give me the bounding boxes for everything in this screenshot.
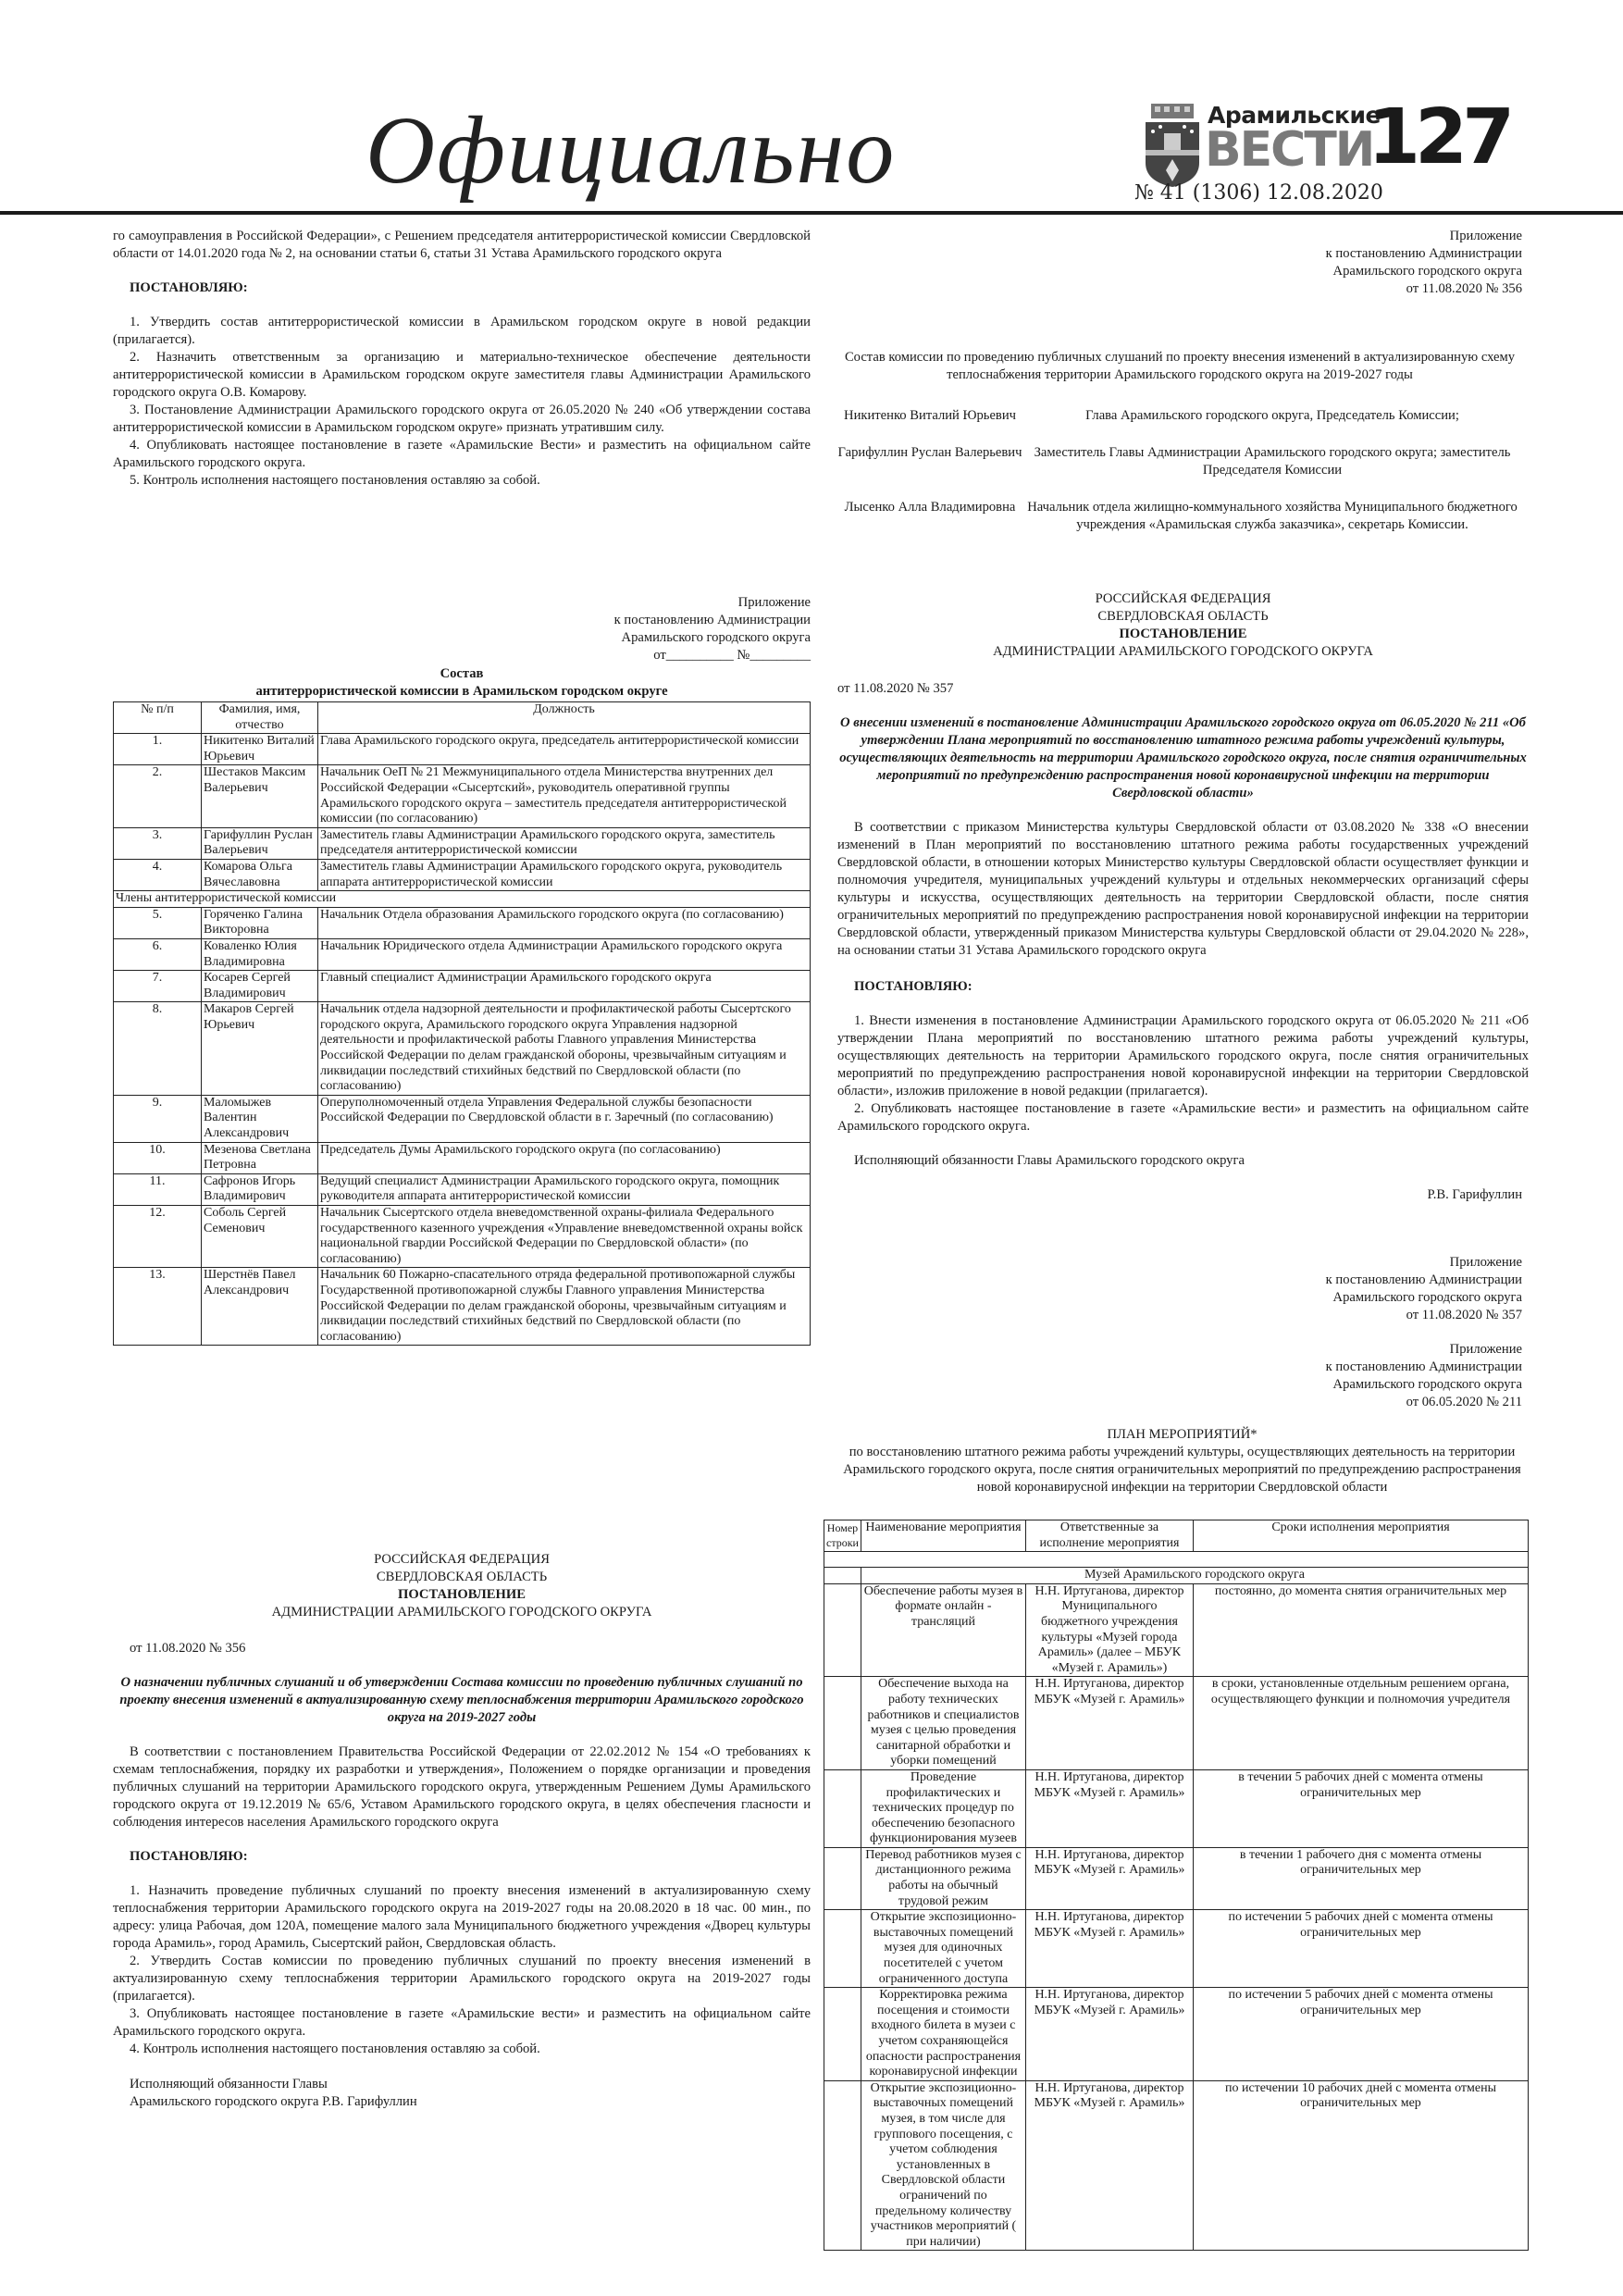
signature-name: Р.В. Гарифуллин — [1427, 1187, 1522, 1202]
row-number: 6. — [114, 938, 202, 970]
table-row — [824, 2080, 1529, 2251]
member-name: Макаров Сергей Юрьевич — [202, 1002, 318, 1096]
decree-header — [113, 1551, 811, 1621]
row-number: 3. — [114, 827, 202, 859]
row-number: 11. — [114, 1173, 202, 1205]
decree-word: ПОСТАНОВЛЯЮ: — [130, 1849, 248, 1864]
member-row — [837, 444, 1522, 499]
member-position: Начальник Сысертского отдела вневедомственной охраны-филиала Федерального государственного казенного учреждения «Управление вневедомственной охраны войск национальной гвардии Российской Федерации по Свердловской области» (по согласованию) — [318, 1206, 811, 1268]
member-position: Начальник 60 Пожарно-спасательного отряда федеральной противопожарной службы Государственной противопожарной службы Главного управления Министерства Российской Федерации по делам гражданской обороны, чрезвычайным ситуациям и ликвидации последствий стихийных бедствий по Свердловской области (по согласованию) — [318, 1268, 811, 1346]
commission-title: Состав комиссии по проведению публичных слушаний по проекту внесения изменений в актуализированную схему теплоснабжения территории Арамильского городского округа на 2019-2027 годы — [844, 350, 1516, 382]
decree-item: 2. Назначить ответственным за организацию и материально-техническое обеспечение деятельности антитеррористической комиссии в Арамильском городском округе заместителя главы Администрации Арамильского городского округа О.В. Комарову. — [113, 350, 811, 400]
empty-row — [824, 1552, 1529, 1568]
column-header: Фамилия, имя, отчество — [202, 702, 318, 734]
plan-subtitle: по восстановлению штатного режима работы учреждений культуры, осуществляющих деятельность на территории Арамильского городского округа, после снятия ограничительных мероприятий по предупреждению распространения новой коронавирусной инфекции на территории Свердловской области — [843, 1445, 1521, 1495]
table-title — [113, 665, 811, 701]
page-number: 127 — [1368, 93, 1510, 181]
column-header: Сроки исполнения мероприятия — [1193, 1520, 1528, 1552]
appendix-line: от 11.08.2020 № 356 — [1406, 281, 1522, 296]
activity-name: Открытие экспозиционно-выставочных помещений музея, в том числе для группового посещения, с учетом соблюдения установленных в Свердловской области ограничений по предельному количеству участников мероприятий ( при наличии) — [861, 2080, 1025, 2251]
appendix-line: Арамильского городского округа — [1332, 1290, 1522, 1305]
decree-items — [113, 1882, 811, 2058]
table-row — [824, 1847, 1529, 1909]
member-name: Гарифуллин Руслан Валерьевич — [202, 827, 318, 859]
member-name: Никитенко Виталий Юрьевич — [844, 408, 1016, 423]
header-line: АДМИНИСТРАЦИИ АРАМИЛЬСКОГО ГОРОДСКОГО ОКРУГА — [993, 644, 1373, 659]
header-line: ПОСТАНОВЛЕНИЕ — [398, 1587, 526, 1602]
member-position: Председатель Думы Арамильского городского округа (по согласованию) — [318, 1142, 811, 1173]
appendix-line: к постановлению Администрации — [1325, 246, 1522, 261]
header-line: РОССИЙСКАЯ ФЕДЕРАЦИЯ — [1095, 591, 1271, 606]
member-name: Гарифуллин Руслан Валерьевич — [837, 445, 1022, 460]
table-row — [114, 859, 811, 890]
responsible: Н.Н. Иртуганова, директор МБУК «Музей г. Арамиль» — [1025, 1910, 1193, 1988]
member-name: Шерстнёв Павел Александрович — [202, 1268, 318, 1346]
header-line: СВЕРДЛОВСКАЯ ОБЛАСТЬ — [1097, 609, 1269, 624]
deadline: по истечении 5 рабочих дней с момента отмены ограничительных мер — [1193, 1910, 1528, 1988]
decree-item: 3. Опубликовать настоящее постановление в газете «Арамильские вести» и разместить на официальном сайте Арамильского городского округа. — [113, 2006, 811, 2039]
intro-paragraph: го самоуправления в Российской Федерации», с Решением председателя антитеррористической комиссии Свердловской области от 14.01.2020 года № 2, на основании статьи 6, статьи 31 Устава Арамильского городского округа — [113, 229, 811, 261]
decree-356 — [113, 1551, 811, 2111]
member-position: Заместитель главы Администрации Арамильского городского округа, заместитель председателя антитеррористической комиссии — [318, 827, 811, 859]
appendix-line: от 06.05.2020 № 211 — [1406, 1395, 1522, 1409]
row-number-cell — [824, 1910, 861, 1988]
member-position: Заместитель главы Администрации Арамильского городского округа, руководитель аппарата антитеррористической комиссии — [318, 859, 811, 890]
appendix-line: Приложение — [1449, 1255, 1522, 1270]
section-row — [114, 891, 811, 908]
decree-357 — [837, 590, 1529, 1204]
table-row — [824, 1583, 1529, 1677]
row-number: 9. — [114, 1095, 202, 1142]
table-row — [114, 827, 811, 859]
member-position: Начальник ОеП № 21 Межмуниципального отдела Министерства внутренних дел Российской Федерации «Сысертский», руководитель оперативной группы Арамильского городского округа – заместитель председателя антитеррористической комиссии (по согласованию) — [318, 765, 811, 827]
section-row — [824, 1568, 1529, 1584]
header-line: ПОСТАНОВЛЕНИЕ — [1119, 627, 1247, 641]
decree-word: ПОСТАНОВЛЯЮ: — [130, 280, 248, 295]
decree-item: 1. Внести изменения в постановление Администрации Арамильского городского округа от 06.05.2020 № 211 «Об утверждении Плана мероприятий по восстановлению штатного режима работы учреждений культуры, осуществляющих деятельность на территории Арамильского городского округа, после снятия ограничительных мероприятий по предупреждению распространения новой коронавирусной инфекции на территории Свердловской области», изложив приложение в новой редакции (прилагается). — [837, 1013, 1529, 1098]
row-number: 10. — [114, 1142, 202, 1173]
table-row — [114, 1268, 811, 1346]
column-header: № п/п — [114, 702, 202, 734]
table-row — [114, 1173, 811, 1205]
newspaper-name-top: Арамильские — [1208, 102, 1381, 129]
member-name: Коваленко Юлия Владимировна — [202, 938, 318, 970]
member-name: Горяченко Галина Викторовна — [202, 907, 318, 938]
row-number: 4. — [114, 859, 202, 890]
member-position: Оперуполномоченный отдела Управления Федеральной службы безопасности Российской Федерации по Свердловской области в г. Заречный (по согласованию) — [318, 1095, 811, 1142]
decree-title: О внесении изменений в постановление Администрации Арамильского городского округа от 06.05.2020 № 211 «Об утверждении Плана мероприятий по восстановлению штатного режима работы учреждений культуры, осуществляющих деятельность на территории Арамильского городского округа, после снятия ограничительных мероприятий по предупреждению распространения новой коронавирусной инфекции на территории Свердловской области» — [839, 715, 1527, 800]
header-line: РОССИЙСКАЯ ФЕДЕРАЦИЯ — [374, 1552, 550, 1567]
member-name: Соболь Сергей Семенович — [202, 1206, 318, 1268]
responsible: Н.Н. Иртуганова, директор МБУК «Музей г. Арамиль» — [1025, 1769, 1193, 1847]
row-number-cell — [824, 1847, 861, 1909]
deadline: в течении 5 рабочих дней с момента отмены ограничительных мер — [1193, 1769, 1528, 1847]
table-row — [824, 1769, 1529, 1847]
decree-item: 5. Контроль исполнения настоящего постановления оставляю за собой. — [130, 473, 540, 488]
appendix-note — [463, 594, 811, 664]
member-name: Маломыжев Валентин Александрович — [202, 1095, 318, 1142]
appendix-note — [1175, 228, 1522, 298]
row-number: 12. — [114, 1206, 202, 1268]
appendix-line: к постановлению Администрации — [1325, 1272, 1522, 1287]
row-number-cell — [824, 1583, 861, 1677]
member-name: Косарев Сергей Владимирович — [202, 971, 318, 1002]
appendix-line: к постановлению Администрации — [613, 613, 811, 627]
section-title: Официально — [365, 97, 897, 204]
member-name: Лысенко Алла Владимировна — [844, 500, 1016, 515]
activity-name: Открытие экспозиционно-выставочных помещений музея для одиночных посетителей с учетом ограниченного доступа — [861, 1910, 1025, 1988]
row-number-cell — [824, 1769, 861, 1847]
member-position: Ведущий специалист Администрации Арамильского городского округа, помощник руководителя аппарата антитеррористической комиссии — [318, 1173, 811, 1205]
table-row — [114, 1206, 811, 1268]
appendix-line: Приложение — [737, 595, 811, 610]
header-line: СВЕРДЛОВСКАЯ ОБЛАСТЬ — [376, 1570, 548, 1584]
left-column — [113, 228, 811, 490]
decree-item: 4. Опубликовать настоящее постановление в газете «Арамильские Вести» и разместить на официальном сайте Арамильского городского округа. — [113, 438, 811, 470]
table-row — [114, 1002, 811, 1096]
row-number: 1. — [114, 734, 202, 765]
member-position: Главный специалист Администрации Арамильского городского округа — [318, 971, 811, 1002]
member-role: Начальник отдела жилищно-коммунального хозяйства Муниципального бюджетного учреждения «Арамильская служба заказчика», секретарь Комиссии. — [1027, 500, 1518, 532]
deadline: в течении 1 рабочего дня с момента отмены ограничительных мер — [1193, 1847, 1528, 1909]
table-subtitle-line: антитеррористической комиссии в Арамильском городском округе — [255, 684, 668, 699]
activity-name: Проведение профилактических и технических процедур по обеспечению безопасного функционирования музеев — [861, 1769, 1025, 1847]
decree-header — [837, 590, 1529, 661]
row-number: 8. — [114, 1002, 202, 1096]
table-row — [824, 1910, 1529, 1988]
section-label: Музей Арамильского городского округа — [861, 1568, 1528, 1584]
signature-line: Исполняющий обязанности Главы — [130, 2077, 328, 2091]
member-position: Начальник отдела надзорной деятельности и профилактической работы Сысертского городского округа, Арамильского городского округа Управления надзорной деятельности и профилактической работы Главного управления Министерства Российской Федерации по делам гражданской обороны, чрезвычайным ситуациям и ликвидации последствий стихийных бедствий по Свердловской области (по согласованию) — [318, 1002, 811, 1096]
deadline: по истечении 5 рабочих дней с момента отмены ограничительных мер — [1193, 1988, 1528, 2081]
member-row — [837, 407, 1522, 444]
member-name: Сафронов Игорь Владимирович — [202, 1173, 318, 1205]
table-row — [114, 734, 811, 765]
column-header: Наименование мероприятия — [861, 1520, 1025, 1552]
empty-cell — [824, 1552, 1529, 1568]
decree-paragraph: В соответствии с постановлением Правительства Российской Федерации от 22.02.2012 № 154 «О требованиях к схемам теплоснабжения, порядку их разработки и утверждения», Положением о порядке организации и проведения публичных слушаний на территории Арамильского городского округа, утвержденным Решением Думы Арамильского городского округа от 19.12.2019 № 65/6, Уставом Арамильского городского округа, в целях обеспечения гласности и соблюдения интересов населения Арамильского городского округа — [113, 1744, 811, 1830]
plan-title: ПЛАН МЕРОПРИЯТИЙ* — [1107, 1427, 1258, 1442]
commission-table — [113, 701, 811, 1346]
member-position: Начальник Отдела образования Арамильского городского округа (по согласованию) — [318, 907, 811, 938]
appendix-line: от__________ №_________ — [653, 648, 811, 663]
activity-name: Обеспечение работы музея в формате онлайн - трансляций — [861, 1583, 1025, 1677]
decree-item: 3. Постановление Администрации Арамильского городского округа от 26.05.2020 № 240 «Об утверждении состава антитеррористической комиссии в Арамильском городском округе» признать утратившим силу. — [113, 403, 811, 435]
activity-name: Корректировка режима посещения и стоимости входного билета в музеи с учетом сохраняющейся опасности распространения коронавирусной инфекции — [861, 1988, 1025, 2081]
row-number-cell — [824, 1677, 861, 1770]
appendix-line: Арамильского городского округа — [1332, 264, 1522, 279]
plan-heading — [837, 1426, 1527, 1496]
table-row — [114, 1095, 811, 1142]
appendix-note — [1175, 1254, 1522, 1324]
member-name: Мезенова Светлана Петровна — [202, 1142, 318, 1173]
appendix-note — [1175, 1341, 1522, 1411]
decree-date: от 11.08.2020 № 357 — [837, 681, 954, 696]
signature — [113, 2076, 811, 2111]
table-title-line: Состав — [440, 666, 484, 681]
member-name: Шестаков Максим Валерьевич — [202, 765, 318, 827]
header-line: АДМИНИСТРАЦИИ АРАМИЛЬСКОГО ГОРОДСКОГО ОКРУГА — [271, 1605, 652, 1620]
responsible: Н.Н. Иртуганова, директор МБУК «Музей г. Арамиль» — [1025, 1677, 1193, 1770]
member-name: Комарова Ольга Вячеславовна — [202, 859, 318, 890]
table-row — [114, 907, 811, 938]
decree-item: 1. Утвердить состав антитеррористической комиссии в Арамильском городском округе в новой редакции (прилагается). — [113, 315, 811, 347]
signature-line: Арамильского городского округа Р.В. Гарифуллин — [130, 2094, 417, 2109]
section-label: Члены антитеррористической комиссии — [114, 891, 811, 908]
table-row — [824, 1988, 1529, 2081]
table-row — [114, 765, 811, 827]
appendix-line: Приложение — [1449, 229, 1522, 243]
plan-table — [824, 1520, 1529, 2251]
column-header: Должность — [318, 702, 811, 734]
row-number: 2. — [114, 765, 202, 827]
table-row — [114, 938, 811, 970]
member-position: Начальник Юридического отдела Администрации Арамильского городского округа — [318, 938, 811, 970]
deadline: постоянно, до момента снятия ограничительных мер — [1193, 1583, 1528, 1677]
table-row — [114, 1142, 811, 1173]
decree-paragraph: В соответствии с приказом Министерства культуры Свердловской области от 03.08.2020 № 338 «О внесении изменений в План мероприятий по восстановлению штатного режима работы государственных учреждений Свердловской области, в отношении которых Министерство культуры Свердловской области осуществляет функции и полномочия учредителя, муниципальных учреждений культуры и отдельных некоммерческих организаций сферы культуры и искусства, осуществляющих деятельность на территории Свердловской области, после снятия ограничительных мероприятий по предупреждению распространения новой коронавирусной инфекции на территории Свердловской области, утвержденный приказом Министерства культуры Свердловской области от 29.04.2020 № 228», на основании статьи 31 Устава Арамильского городского округа — [837, 820, 1529, 958]
responsible: Н.Н. Иртуганова, директор МБУК «Музей г. Арамиль» — [1025, 2080, 1193, 2251]
responsible: Н.Н. Иртуганова, директор МБУК «Музей г. Арамиль» — [1025, 1988, 1193, 2081]
member-row — [837, 499, 1522, 553]
decree-items — [837, 1012, 1529, 1136]
column-header: Номер строки — [824, 1520, 861, 1552]
decree-date: от 11.08.2020 № 356 — [130, 1641, 246, 1656]
row-number: 5. — [114, 907, 202, 938]
decree-title: О назначении публичных слушаний и об утверждении Состава комиссии по проведению публичных слушаний по проекту внесения изменений в актуализированную схему теплоснабжения территории Арамильского городского округа на 2019-2027 годы — [119, 1675, 804, 1725]
activity-name: Обеспечение выхода на работу технических работников и специалистов музея с целью проведения санитарной обработки и уборки помещений — [861, 1677, 1025, 1770]
table-row — [114, 971, 811, 1002]
deadline: по истечении 10 рабочих дней с момента отмены ограничительных мер — [1193, 2080, 1528, 2251]
appendix-line: Арамильского городского округа — [1332, 1377, 1522, 1392]
appendix-line: от 11.08.2020 № 357 — [1406, 1308, 1522, 1322]
row-number: 7. — [114, 971, 202, 1002]
responsible: Н.Н. Иртуганова, директор МБУК «Музей г. Арамиль» — [1025, 1847, 1193, 1909]
header-divider — [0, 211, 1623, 215]
row-number: 13. — [114, 1268, 202, 1346]
decree-item: 4. Контроль исполнения настоящего постановления оставляю за собой. — [130, 2042, 540, 2056]
column-header: Ответственные за исполнение мероприятия — [1025, 1520, 1193, 1552]
commission-members — [837, 407, 1522, 553]
appendix-line: Приложение — [1449, 1342, 1522, 1357]
appendix-line: к постановлению Администрации — [1325, 1359, 1522, 1374]
member-name: Никитенко Виталий Юрьевич — [202, 734, 318, 765]
row-number-cell — [824, 1568, 861, 1584]
row-number-cell — [824, 2080, 861, 2251]
activity-name: Перевод работников музея с дистанционного режима работы на обычный трудовой режим — [861, 1847, 1025, 1909]
member-role: Заместитель Главы Администрации Арамильского городского округа; заместитель Председателя Комиссии — [1034, 445, 1511, 478]
decree-word: ПОСТАНОВЛЯЮ: — [854, 979, 973, 994]
appendix-line: Арамильского городского округа — [621, 630, 811, 645]
decree-items — [113, 314, 811, 490]
row-number-cell — [824, 1988, 861, 2081]
issue-info: № 41 (1306) 12.08.2020 — [1134, 181, 1383, 205]
newspaper-name-main: ВЕСТИ — [1205, 122, 1374, 178]
decree-item: 1. Назначить проведение публичных слушаний по проекту внесения изменений в актуализированную схему теплоснабжения территории Арамильского городского округа на 2019-2027 годы на 20.08.2020 в 18 час. 00 мин., по адресу: улица Рабочая, дом 120А, помещение малого зала Муниципального бюджетного учреждения «Дворец культуры города Арамиль», город Арамиль, Сысертский район, Свердловская область. — [113, 1883, 811, 1951]
signature-role: Исполняющий обязанности Главы Арамильского городского округа — [854, 1153, 1245, 1168]
city-coat-of-arms-icon — [1144, 102, 1201, 187]
member-position: Глава Арамильского городского округа, председатель антитеррористической комиссии — [318, 734, 811, 765]
deadline: в сроки, установленные отдельным решением органа, осуществляющего функции и полномочия учредителя — [1193, 1677, 1528, 1770]
decree-item: 2. Опубликовать настоящее постановление в газете «Арамильские вести» и разместить на официальном сайте Арамильского городского округа. — [837, 1101, 1529, 1134]
member-role: Глава Арамильского городского округа, Председатель Комиссии; — [1085, 408, 1459, 423]
responsible: Н.Н. Иртуганова, директор Муниципального бюджетного учреждения культуры «Музей города Арамиль» (далее – МБУК «Музей г. Арамиль») — [1025, 1583, 1193, 1677]
decree-item: 2. Утвердить Состав комиссии по проведению публичных слушаний по проекту внесения изменений в актуализированную схему теплоснабжения территории Арамильского городского округа на 2019-2027 годы (прилагается). — [113, 1954, 811, 2004]
table-row — [824, 1677, 1529, 1770]
